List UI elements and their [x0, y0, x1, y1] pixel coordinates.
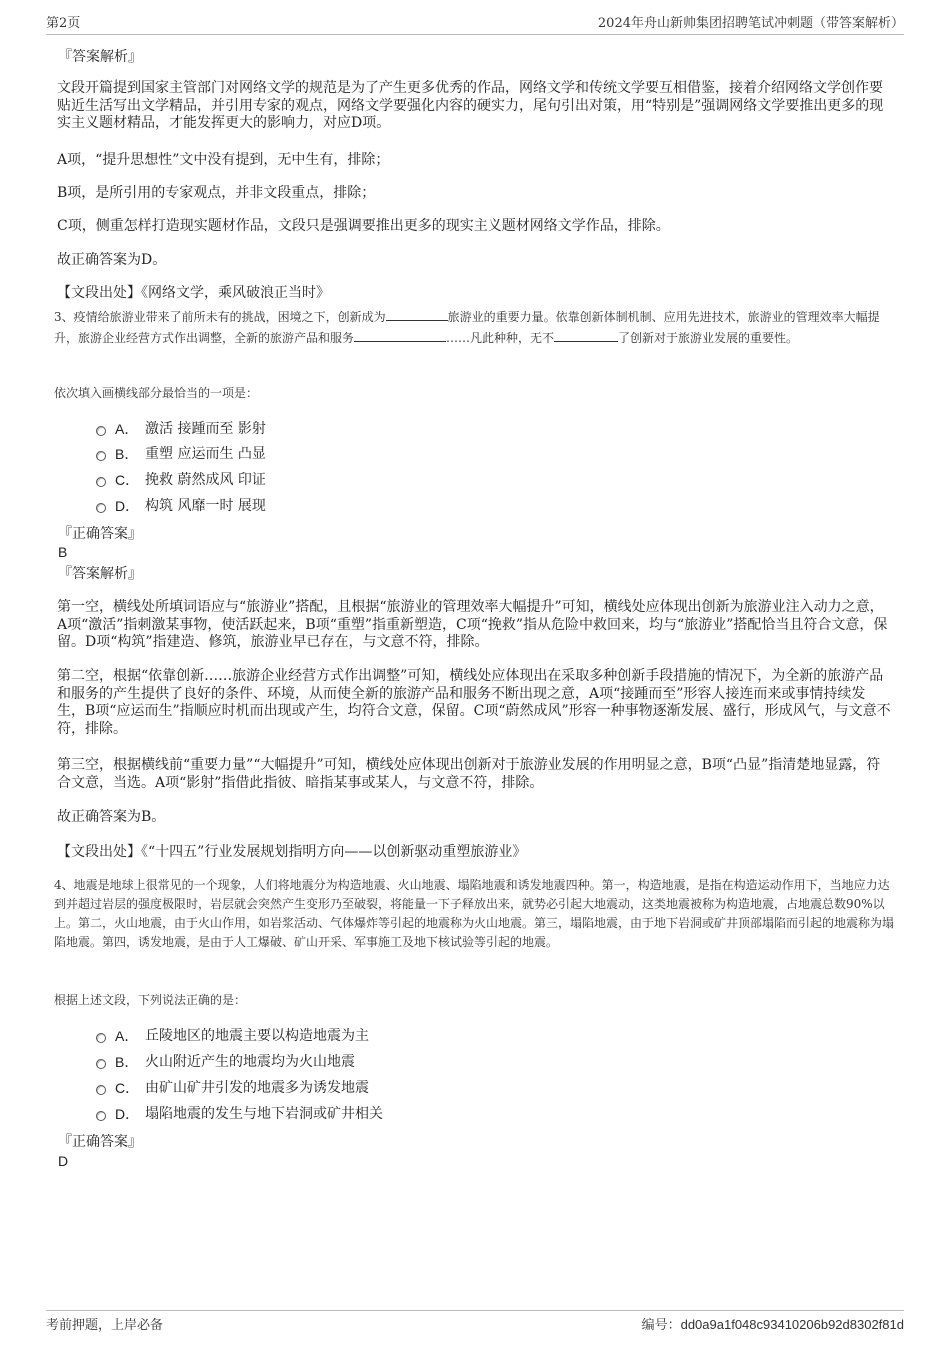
q3-analysis-p2: 第二空，根据“依靠创新……旅游企业经营方式作出调整”可知，横线处应体现出在采取多种创新手段措施的情况下，为全新的旅游产品和服务的产生提供了良好的条件、环境，从而使全新的旅游产品和服务不断出现之意，A项“接踵而至”形容人接连而来或事情持续发生，B项“应运而生”指顺应时机而出现或产生，均符合文意，保留。C项“蔚然成风”形容一种事物逐渐发展、盛行，形成风气，与文意不符，排除。 — [57, 668, 891, 737]
q3-stem-part3: ……凡此种种，无不 — [446, 331, 555, 345]
q2-analysis-b: B项，是所引用的专家观点，并非文段重点，排除； — [57, 185, 376, 201]
q3-prompt: 依次填入画横线部分最恰当的一项是： — [54, 386, 259, 400]
radio-icon[interactable] — [96, 1059, 106, 1069]
q3-answer: B — [58, 544, 68, 560]
footer-slogan: 考前押题，上岸必备 — [46, 1317, 164, 1333]
q4-option-a[interactable]: A． 丘陵地区的地震主要以构造地震为主 — [96, 1027, 369, 1045]
q3-option-a[interactable]: A． 激活 接踵而至 影射 — [96, 420, 266, 438]
radio-icon[interactable] — [96, 477, 106, 487]
q3-option-b[interactable]: B． 重塑 应运而生 凸显 — [96, 445, 266, 463]
q4-option-d[interactable]: D． 塌陷地震的发生与地下岩洞或矿井相关 — [96, 1105, 383, 1123]
q2-analysis-label: 『答案解析』 — [58, 49, 142, 65]
radio-icon[interactable] — [96, 1033, 106, 1043]
q3-stem-part2: 旅游业的重要力量。依靠创新体制机制、应用先进技术，旅游业的管理效率大幅提升，旅游企业经营方式作出调整，全新的旅游产品和服务 — [54, 310, 880, 345]
q3-stem-part4: 了创新对于旅游业发展的重要性。 — [618, 331, 799, 345]
q4-prompt: 根据上述文段，下列说法正确的是： — [54, 993, 247, 1007]
q3-analysis-p3: 第三空，根据横线前“重要力量”“大幅提升”可知，横线处应体现出创新对于旅游业发展的作用明显之意，B项“凸显”指清楚地显露，符合文意，当选。A项“影射”指借此指彼、暗指某事或某人，与文意不符，排除。 — [57, 757, 881, 791]
radio-icon[interactable] — [96, 1111, 106, 1121]
q3-stem-part1: 3、疫情给旅游业带来了前所未有的挑战，困境之下，创新成为 — [54, 310, 386, 324]
q3-option-c[interactable]: C． 挽救 蔚然成风 印证 — [96, 471, 266, 489]
q3-blank-2 — [354, 329, 446, 342]
radio-icon[interactable] — [96, 451, 106, 461]
q2-source: 【文段出处】《网络文学，乘风破浪正当时》 — [57, 285, 330, 301]
page-header — [46, 12, 904, 35]
document-title: 2024年舟山新帅集团招聘笔试冲刺题（带答案解析） — [597, 16, 904, 31]
radio-icon[interactable] — [96, 503, 106, 513]
q2-conclusion: 故正确答案为D。 — [57, 252, 167, 268]
q4-option-b[interactable]: B． 火山附近产生的地震均为火山地震 — [96, 1053, 355, 1071]
radio-icon[interactable] — [96, 426, 106, 436]
radio-icon[interactable] — [96, 1085, 106, 1095]
q2-analysis-c: C项，侧重怎样打造现实题材作品，文段只是强调要推出更多的现实主义题材网络文学作品，排除。 — [57, 218, 670, 234]
page-footer — [46, 1310, 904, 1335]
document-code: 编号：dd0a9a1f048c93410206b92d8302f81d — [641, 1316, 904, 1332]
q3-option-d[interactable]: D． 构筑 风靡一时 展现 — [96, 497, 266, 515]
q3-analysis-p1: 第一空，横线处所填词语应与“旅游业”搭配，且根据“旅游业的管理效率大幅提升”可知，横线处应体现出创新为旅游业注入动力之意，A项“激活”指刺激某事物，使活跃起来，B项“重塑”指重新塑造，C项“挽救”指从危险中救回来，均与“旅游业”搭配恰当且符合文意，保留。D项“构筑”指建造、修筑，旅游业早已存在，与文意不符，排除。 — [57, 599, 888, 650]
page-number: 第2页 — [46, 16, 81, 31]
q3-answer-label: 『正确答案』 — [58, 526, 142, 542]
q4-answer: D — [58, 1153, 69, 1169]
q3-source: 【文段出处】《“十四五”行业发展规划指明方向——以创新驱动重塑旅游业》 — [57, 844, 527, 860]
q3-stem — [54, 307, 899, 349]
q4-option-c[interactable]: C． 由矿山矿井引发的地震多为诱发地震 — [96, 1079, 369, 1097]
q2-analysis-paragraph: 文段开篇提到国家主管部门对网络文学的规范是为了产生更多优秀的作品，网络文学和传统文学要互相借鉴，接着介绍网络文学创作要贴近生活写出文学精品，并引用专家的观点，网络文学要强化内容的硬实力，尾句引出对策，用“特别是”强调网络文学要推出更多的现实主义题材精品，才能发挥更大的影响力，对应D项。 — [57, 80, 884, 131]
q3-analysis-label: 『答案解析』 — [58, 566, 142, 582]
q3-blank-1 — [386, 308, 448, 321]
q4-stem: 4、地震是地球上很常见的一个现象，人们将地震分为构造地震、火山地震、塌陷地震和诱发地震四种。第一，构造地震，是指在构造运动作用下，当地应力达到并超过岩层的强度极限时，岩层就会突然产生变形乃至破裂，将能量一下子释放出来，就势必引起大地震动，这类地震被称为构造地震，占地震总数90%以上。第二，火山地震，由于火山作用，如岩浆活动、气体爆炸等引起的地震称为火山地震。第三，塌陷地震，由于地下岩洞或矿井顶部塌陷而引起的地震称为塌陷地震。第四，诱发地震，是由于人工爆破、矿山开采、军事施工及地下核试验等引起的地震。 — [54, 878, 895, 949]
q3-conclusion: 故正确答案为B。 — [57, 809, 166, 825]
q4-answer-label: 『正确答案』 — [58, 1134, 142, 1150]
q3-blank-3 — [554, 329, 618, 342]
q2-analysis-a: A项，“提升思想性”文中没有提到，无中生有，排除； — [57, 152, 390, 168]
